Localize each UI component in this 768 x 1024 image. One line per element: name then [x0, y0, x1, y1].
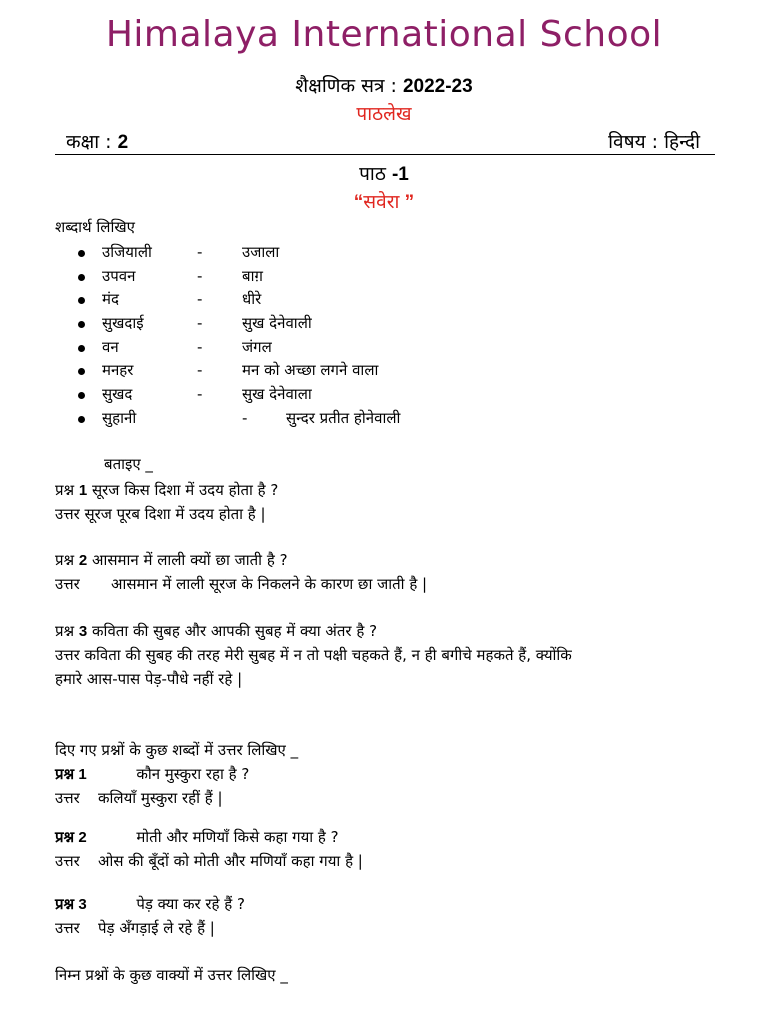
answer-text: आसमान में लाली सूरज के निकलने के कारण छा जाती है |: [111, 575, 428, 593]
section-heading: बताइए _: [104, 455, 153, 473]
vocab-meaning: बाग़: [242, 266, 263, 285]
class-value: 2: [117, 132, 129, 153]
answer: [55, 850, 363, 872]
vocab-dash: -: [242, 408, 248, 427]
vocab-meaning: उजाला: [242, 243, 280, 261]
question: प्रश्न 3 कविता की सुबह और आपकी सुबह में क्या अंतर है ?: [55, 622, 378, 640]
question: प्रश्न 1 सूरज किस दिशा में उदय होता है ?: [55, 481, 279, 499]
question: प्रश्न 2 आसमान में लाली क्यों छा जाती है ?: [55, 551, 288, 569]
bullet-icon: [78, 345, 85, 352]
question-number: 3: [78, 896, 87, 913]
session-year: 2022-23: [402, 76, 473, 97]
lesson-value: -1: [391, 164, 409, 185]
vocab-word: वन: [102, 337, 119, 356]
question-label: प्रश्न: [55, 766, 79, 783]
question-number: 2: [78, 829, 87, 846]
vocab-word: उजियाली: [102, 243, 152, 261]
vocabulary-heading: शब्दार्थ लिखिए: [55, 218, 135, 236]
question-number: 1: [78, 766, 87, 783]
answer-label: उत्तर: [55, 575, 80, 593]
vocab-meaning: सुख देनेवाली: [242, 314, 312, 333]
section-heading: निम्न प्रश्नों के कुछ वाक्यों में उत्तर लिखिए _: [55, 966, 288, 984]
class-info: [66, 128, 128, 154]
question-text: आसमान में लाली क्यों छा जाती है ?: [87, 551, 288, 569]
answer: उत्तर सूरज पूरब दिशा में उदय होता है |: [55, 505, 266, 523]
question-text: पेड़ क्या कर रहे हैं ?: [136, 895, 245, 913]
answer-label: उत्तर: [55, 789, 80, 807]
bullet-icon: [78, 297, 85, 304]
vocab-dash: -: [197, 314, 203, 333]
question-text: कौन मुस्कुरा रहा है ?: [136, 765, 250, 783]
vocab-word: मनहर: [102, 361, 134, 380]
bullet-icon: [78, 274, 85, 281]
quote-close: ”: [399, 192, 415, 213]
header-divider: [55, 154, 715, 155]
bullet-icon: [78, 392, 85, 399]
answer: [55, 787, 223, 809]
vocab-dash: -: [197, 266, 203, 285]
document-type: पाठलेख: [356, 103, 412, 125]
poem-title: [0, 188, 768, 214]
vocab-dash: -: [197, 243, 203, 261]
vocab-dash: -: [197, 361, 203, 380]
vocab-dash: -: [197, 385, 203, 404]
answer: [55, 917, 215, 939]
question-number: 3: [78, 623, 88, 640]
vocab-meaning: मन को अच्छा लगने वाला: [242, 361, 379, 380]
question-number: 1: [78, 482, 88, 499]
answer-label: उत्तर: [55, 919, 80, 937]
vocab-word: सुखद: [102, 385, 133, 404]
vocab-meaning: धीरे: [242, 290, 262, 309]
subject-info: विषय : हिन्दी: [608, 131, 700, 153]
question: [55, 763, 249, 786]
section-heading: दिए गए प्रश्नों के कुछ शब्दों में उत्तर लिखिए _: [55, 741, 299, 759]
bullet-icon: [78, 250, 85, 257]
question: [55, 826, 339, 849]
poem-title-text: सवेरा: [363, 191, 400, 213]
question-label: प्रश्न: [55, 829, 79, 846]
class-label: कक्षा :: [66, 131, 118, 153]
bullet-icon: [78, 416, 85, 423]
vocab-dash: -: [197, 290, 203, 309]
question-text: कविता की सुबह और आपकी सुबह में क्या अंतर है ?: [87, 622, 378, 640]
vocab-dash: -: [197, 337, 203, 356]
question: [55, 893, 245, 916]
session-label: शैक्षणिक सत्र :: [295, 75, 403, 97]
vocab-word: सुहानी: [102, 408, 137, 427]
answer-text: ओस की बूँदों को मोती और मणियाँ कहा गया है |: [98, 852, 363, 870]
answer: हमारे आस-पास पेड़-पौधे नहीं रहे |: [55, 670, 243, 688]
answer-text: पेड़ अँगड़ाई ले रहे हैं |: [98, 919, 215, 937]
vocab-meaning: सुन्दर प्रतीत होनेवाली: [286, 408, 401, 427]
answer: उत्तर कविता की सुबह की तरह मेरी सुबह में न तो पक्षी चहकते हैं, न ही बगीचे महकते हैं, क्योंकि: [55, 646, 572, 664]
vocab-meaning: सुख देनेवाला: [242, 385, 312, 404]
bullet-icon: [78, 321, 85, 328]
vocab-meaning: जंगल: [242, 337, 272, 356]
academic-session: [0, 72, 768, 98]
question-label: प्रश्न: [55, 896, 79, 913]
bullet-icon: [78, 368, 85, 375]
vocab-word: सुखदाई: [102, 314, 144, 333]
answer-label: उत्तर: [55, 852, 80, 870]
answer-text: कलियाँ मुस्कुरा रहीं हैं |: [98, 789, 223, 807]
question-text: सूरज किस दिशा में उदय होता है ?: [87, 481, 279, 499]
question-number: 2: [78, 552, 88, 569]
question-text: मोती और मणियाँ किसे कहा गया है ?: [136, 828, 339, 846]
vocab-word: मंद: [102, 290, 119, 309]
answer: [55, 573, 427, 595]
lesson-number: [0, 160, 768, 186]
vocab-word: उपवन: [102, 266, 136, 285]
school-name: Himalaya International School: [105, 14, 663, 55]
quote-open: “: [353, 192, 364, 213]
lesson-label: पाठ: [359, 163, 392, 185]
